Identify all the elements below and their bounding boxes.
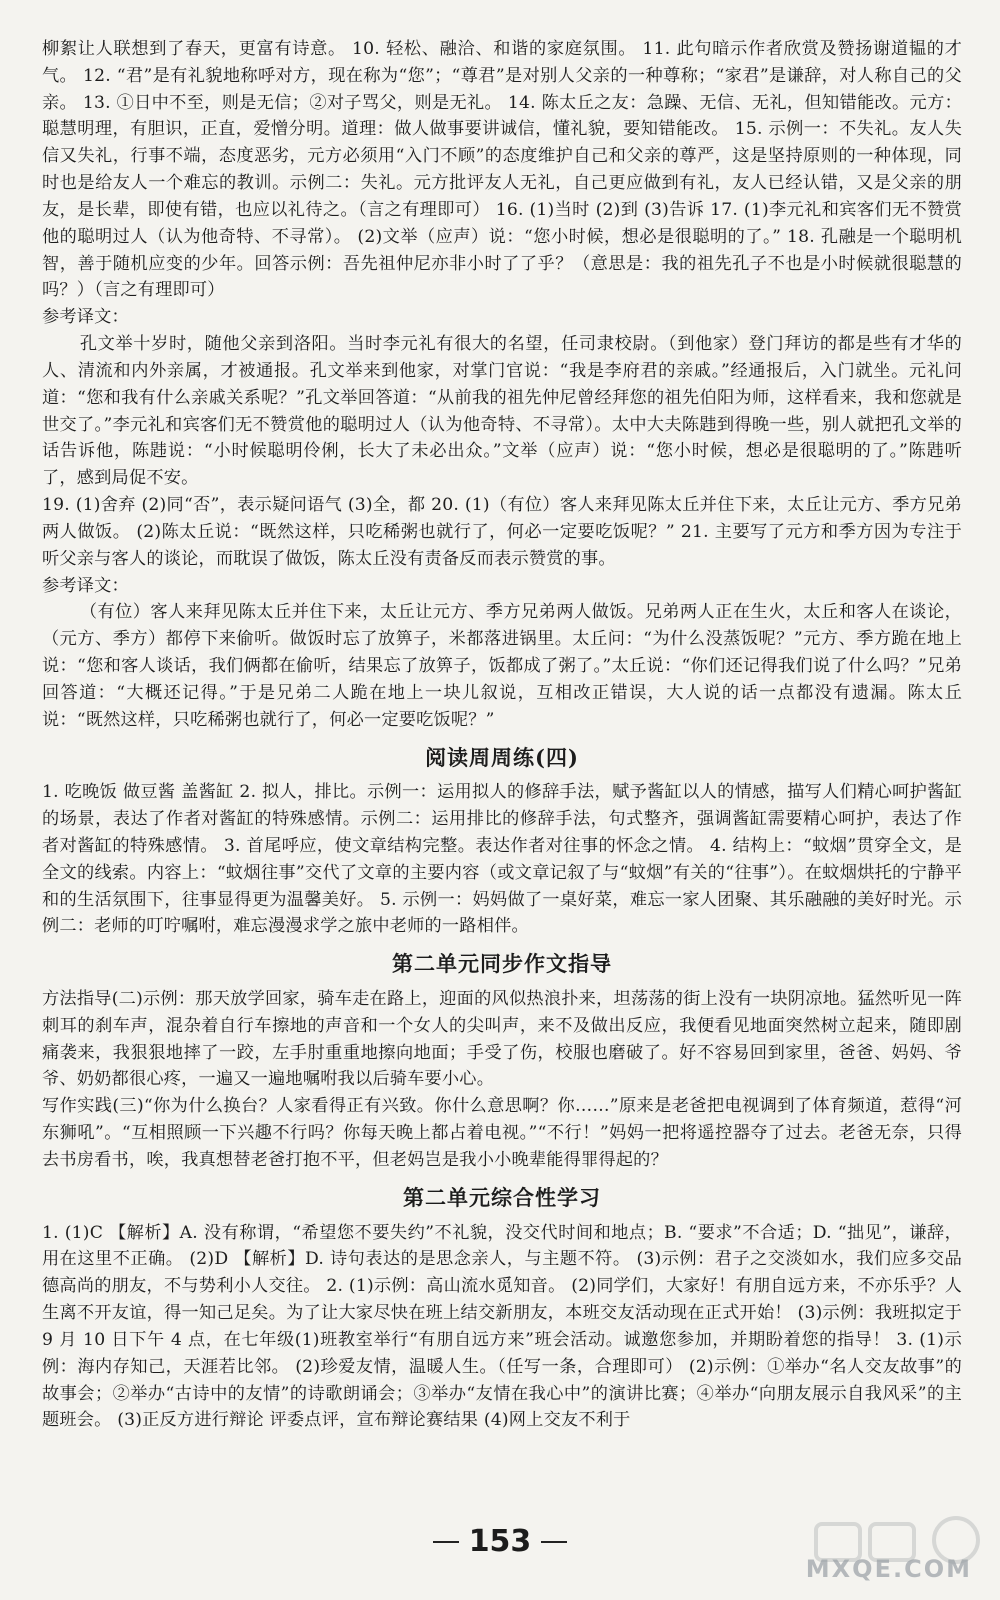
answers-part-2: 19. (1)舍弃 (2)同“否”，表示疑问语气 (3)全，都 20. (1)（有位）客人来拜见陈太丘并住下来，太丘让元方、季方兄弟两人做饭。 (2)陈太丘说：“既然这样，只吃稀粥也就行了，何必一定要吃饭呢？” 21. 主要写了元方和季方因为专注于听父亲与客人的谈论，而耽误了做饭，陈太丘没有责备反而表示赞赏的事。 xyxy=(42,495,962,569)
reading-weekly-answers: 1. 吃晚饭 做豆酱 盖酱缸 2. 拟人，排比。示例一：运用拟人的修辞手法，赋予酱缸以人的情感，描写人们精心呵护酱缸的场景，表达了作者对酱缸的特殊感情。示例二：运用排比的修辞手法，句式整齐，强调酱缸需要精心呵护，表达了作者对酱缸的特殊感情。 3. 首尾呼应，使文章结构完整。表达作者对往事的怀念之情。 4. 结构上：“蚊烟”贯穿全文，是全文的线索。内容上：“蚊烟往事”交代了文章的主要内容（或文章记叙了与“蚊烟”有关的“往事”）。在蚊烟烘托的宁静平和的生活氛围下，往事显得更为温馨美好。 5. 示例一：妈妈做了一桌好菜，难忘一家人团聚、其乐融融的美好时光。示例二：老师的叮咛嘱咐，难忘漫漫求学之旅中老师的一路相伴。 xyxy=(42,782,962,937)
answers-part-1: 柳絮让人联想到了春天，更富有诗意。 10. 轻松、融洽、和谐的家庭氛围。 11. 此句暗示作者欣赏及赞扬谢道韫的才气。 12. “君”是有礼貌地称呼对方，现在称为“您”；“尊君”是对别人父亲的一种尊称；“家君”是谦辞，对人称自己的父亲。 13. ①日中不至，则是无信；②对子骂父，则是无礼。 14. 陈太丘之友：急躁、无信、无礼，但知错能改。元方：聪慧明理，有胆识，正直，爱憎分明。道理：做人做事要讲诚信，懂礼貌，要知错能改。 15. 示例一：不失礼。友人失信又失礼，行事不端，态度恶劣，元方必须用“入门不顾”的态度维护自己和父亲的尊严，这是坚持原则的一种体现，同时也是给友人一个难忘的教训。示例二：失礼。元方批评友人无礼，自己更应做到有礼，友人已经认错，又是父亲的朋友，是长辈，即使有错，也应以礼待之。（言之有理即可） 16. (1)当时 (2)到 (3)告诉 17. (1)李元礼和宾客们无不赞赏他的聪明过人（认为他奇特、不寻常）。 (2)文举（应声）说：“您小时候，想必是很聪明的了。” 18. 孔融是一个聪明机智，善于随机应变的少年。回答示例：吾先祖仲尼亦非小时了了乎？（意思是：我的祖先孔子不也是小时候就很聪慧的吗？）（言之有理即可） xyxy=(42,39,962,301)
section-title-comprehensive-study: 第二单元综合性学习 xyxy=(403,1184,601,1210)
writing-method-guide: 方法指导(二)示例：那天放学回家，骑车走在路上，迎面的风似热浪扑来，坦荡荡的街上没有一块阴凉地。猛然听见一阵刺耳的刹车声，混杂着自行车擦地的声音和一个女人的尖叫声，来不及做出反应，我便看见地面突然树立起来，随即剧痛袭来，我狠狠地摔了一跤，左手肘重重地擦向地面；手受了伤，校服也磨破了。好不容易回到家里，爸爸、妈妈、爷爷、奶奶都很心疼，一遍又一遍地嘱咐我以后骑车要小心。 xyxy=(42,989,962,1090)
page-number: 153 xyxy=(468,1524,532,1559)
footer-dash-left xyxy=(433,1541,459,1543)
section-title-reading-weekly: 阅读周周练(四) xyxy=(425,744,579,770)
translation-paragraph-2: （有位）客人来拜见陈太丘并住下来，太丘让元方、季方兄弟两人做饭。兄弟两人正在生火，太丘和客人在谈论，（元方、季方）都停下来偷听。做饭时忘了放箅子，米都落进锅里。太丘问：“为什么没蒸饭呢？”元方、季方跪在地上说：“您和客人谈话，我们俩都在偷听，结果忘了放箅子，饭都成了粥了。”太丘说：“你们还记得我们说了什么吗？”兄弟回答道：“大概还记得。”于是兄弟二人跪在地上一块儿叙说，互相改正错误，大人说的话一点都没有遗漏。陈太丘说：“既然这样，只吃稀粥也就行了，何必一定要吃饭呢？” xyxy=(42,602,962,730)
answer-page xyxy=(42,36,962,1434)
translation-label-1: 参考译文： xyxy=(42,307,129,328)
translation-paragraph-1: 孔文举十岁时，随他父亲到洛阳。当时李元礼有很大的名望，任司隶校尉。（到他家）登门拜访的都是些有才华的人、清流和内外亲属，才被通报。孔文举来到他家，对掌门官说：“我是李府君的亲戚。”经通报后，入门就坐。元礼问道：“您和我有什么亲戚关系呢？”孔文举回答道：“从前我的祖先仲尼曾经拜您的祖先伯阳为师，这样看来，我和您就是世交了。”李元礼和宾客们无不赞赏他的聪明过人（认为他奇特、不寻常）。太中大夫陈韪到得晚一些，别人就把孔文举的话告诉他，陈韪说：“小时候聪明伶俐，长大了未必出众。”文举（应声）说：“您小时候，想必是很聪明的了。”陈韪听了，感到局促不安。 xyxy=(42,334,962,489)
comprehensive-study-answers: 1. (1)C 【解析】A. 没有称谓，“希望您不要失约”不礼貌，没交代时间和地点；B. “要求”不合适；D. “拙见”，谦辞，用在这里不正确。 (2)D 【解析】D. 诗句表达的是思念亲人，与主题不符。 (3)示例：君子之交淡如水，我们应多交品德高尚的朋友，不与势利小人交往。 2. (1)示例：高山流水觅知音。 (2)同学们，大家好！有朋自远方来，不亦乐乎？人生离不开友谊，得一知己足矣。为了让大家尽快在班上结交新朋友，本班交友活动现在正式开始！ (3)示例：我班拟定于 9 月 10 日下午 4 点，在七年级(1)班教室举行“有朋自远方来”班会活动。诚邀您参加，并期盼着您的指导！ 3. (1)示例：海内存知己，天涯若比邻。 (2)珍爱友情，温暖人生。（任写一条，合理即可） (2)示例：①举办“名人交友故事”的故事会；②举办“古诗中的友情”的诗歌朗诵会；③举办“友情在我心中”的演讲比赛；④举办“向朋友展示自我风采”的主题班会。 (3)正反方进行辩论 评委点评，宣布辩论赛结果 (4)网上交友不利于 xyxy=(42,1222,962,1431)
footer-dash-right xyxy=(541,1541,567,1543)
watermark-url: MXQE.COM xyxy=(805,1555,972,1583)
section-title-writing-guide: 第二单元同步作文指导 xyxy=(392,951,612,977)
writing-practice: 写作实践(三)“你为什么换台？人家看得正有兴致。你什么意思啊？你……”原来是老爸把电视调到了体育频道，惹得“河东狮吼”。“互相照顾一下兴趣不行吗？你每天晚上都占着电视。”“不行！”妈妈一把将遥控器夺了过去。老爸无奈，只得去书房看书，唉，我真想替老爸打抱不平，但老妈岂是我小小晚辈能得罪得起的？ xyxy=(42,1096,962,1170)
translation-label-2: 参考译文： xyxy=(42,575,129,596)
